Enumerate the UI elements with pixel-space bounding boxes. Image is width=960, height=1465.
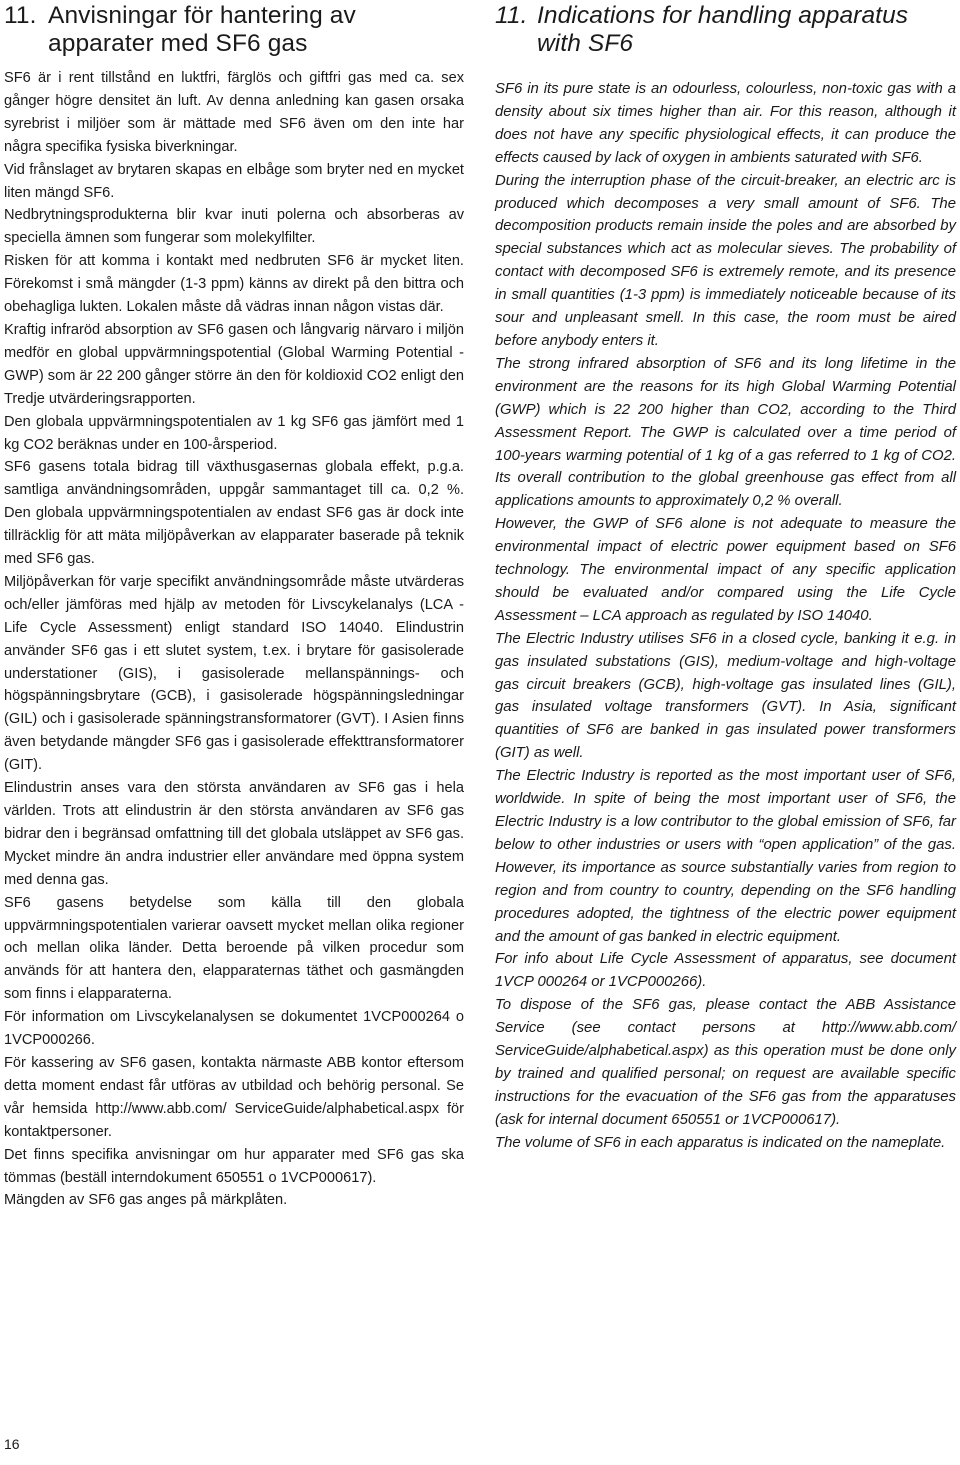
paragraph: SF6 gasens betydelse som källa till den globala uppvärmningspotentialen varierar oavsett mycket mellan olika regioner och mellan olika länder. Detta beroende på vilken procedur som används för att hantera den, elapparaternas täthet och gasmängden som finns i elapparaterna. [4,894,464,1003]
paragraph: For info about Life Cycle Assessment of apparatus, see document 1VCP 000264 or 1VCP000266). [495,951,956,991]
paragraph: SF6 gasens totala bidrag till växthusgasernas globala effekt, p.g.a. samtliga användningsområden, uppgår sammantaget till ca. 0,2 %. Den globala uppvärmningspotentialen av endast SF6 gas är dock inte tillräcklig för att mäta miljöpåverkan av elapparater baserade på teknik med SF6 gas. [4,459,464,568]
paragraph: SF6 in its pure state is an odourless, colourless, non-toxic gas with a density about six times higher than air. For this reason, although it does not have any specific physiological effects, it can produce the effects caused by lack of oxygen in ambients saturated with SF6. [495,81,956,166]
english-body-text [495,64,956,1155]
swedish-body-text [4,64,464,1212]
paragraph: Vid frånslaget av brytaren skapas en elbåge som bryter ned en mycket liten mängd SF6. [4,161,464,201]
paragraph: Den globala uppvärmningspotentialen av 1 kg SF6 gas jämfört med 1 kg CO2 beräknas under en 100-årsperiod. [4,413,464,453]
paragraph: SF6 är i rent tillstånd en luktfri, färglös och giftfri gas med ca. sex gånger högre densitet än luft. Av denna anledning kan gasen orsaka syrebrist i miljöer som är mättade med SF6 även om den inte har några specifika fysiska biverkningar. [4,70,464,155]
paragraph: During the interruption phase of the circuit-breaker, an electric arc is produced which decomposes a very small amount of SF6. The decomposition products remain inside the poles and are absorbed by special substances which act as molecular sieves. The probability of contact with decomposed SF6 is extremely remote, and its presence in small quantities (1-3 ppm) is immediately noticeable because of its sour and unpleasant smell. In this case, the room must be aired before anybody enters it. [495,172,956,349]
paragraph: Det finns specifika anvisningar om hur apparater med SF6 gas ska tömmas (beställ interndokument 650551 o 1VCP000617). [4,1146,464,1186]
paragraph: Nedbrytningsprodukterna blir kvar inuti polerna och absorberas av speciella ämnen som fungerar som molekylfilter. [4,207,464,247]
section-heading-english [495,2,956,64]
english-column [495,0,956,1155]
paragraph: The Electric Industry utilises SF6 in a closed cycle, banking it e.g. in gas insulated substations (GIS), medium-voltage and high-voltage gas circuit breakers (GCB), high-voltage gas insulated lines (GIL), gas insulated voltage transformers (GVT). In Asia, significant quantities of SF6 are banked in gas insulated power transformers (GIT) as well. [495,630,956,762]
paragraph: För information om Livscykelanalysen se dokumentet 1VCP000264 o 1VCP000266. [4,1009,464,1049]
section-title: Anvisningar för hantering av apparater med SF6 gas [48,2,356,57]
paragraph: Risken för att komma i kontakt med nedbruten SF6 är mycket liten. Förekomst i små mängder (1-3 ppm) känns av direkt på den bittra och obehagliga lukten. Lokalen måste då vädras innan någon vistas där. [4,253,464,316]
paragraph: The strong infrared absorption of SF6 and its long lifetime in the environment are the reasons for its high Global Warming Potential (GWP) which is 22 200 higher than CO2, according to the Third Assessment Report. The GWP is calculated over a time period of 100-years warming potential of 1 kg of a gas referred to 1 kg of CO2. Its overall contribution to the global greenhouse gas effect from all applications amounts to approximately 0,2 % overall. [495,355,956,510]
paragraph: The Electric Industry is reported as the most important user of SF6, worldwide. In spite of being the most important user of SF6, the Electric Industry is a low contributor to the global emission of SF6, far below to other industries or users with “open application” of the gas. However, its importance as source substantially varies from region to region and from country to country, depending on the SF6 handling procedures adopted, the tightness of the electric power equipment and the amount of gas banked in electric equipment. [495,768,956,945]
page-number: 16 [4,1436,20,1452]
section-title: Indications for handling apparatus with SF6 [537,2,909,57]
paragraph: To dispose of the SF6 gas, please contact the ABB Assistance Service (see contact persons at http://www.abb.com/ ServiceGuide/alphabetical.aspx) as this operation must be done only by trained and qualified personal; on request are available specific instructions for the evacuation of the SF6 gas from the apparatuses (ask for internal document 650551 or 1VCP000617). [495,997,956,1128]
section-heading-swedish [4,2,464,64]
paragraph: However, the GWP of SF6 alone is not adequate to measure the environmental impact of electric power equipment based on SF6 technology. The environmental impact of any specific application should be evaluated and/or compared using the Life Cycle Assessment – LCA approach as regulated by ISO 14040. [495,516,956,624]
paragraph: Kraftig infraröd absorption av SF6 gasen och långvarig närvaro i miljön medför en global uppvärmningspotential (Global Warming Potential - GWP) som är 22 200 gånger större än den för koldioxid CO2 enligt den Tredje utvärderingsrapporten. [4,321,464,407]
paragraph: För kassering av SF6 gasen, kontakta närmaste ABB kontor eftersom detta moment endast får utföras av utbildad och behörig personal. Se vår hemsida http://www.abb.com/ ServiceGuide/alphabetical.aspx för kontaktpersoner. [4,1054,464,1140]
section-number: 11. [4,2,37,29]
paragraph: Miljöpåverkan för varje specifikt användningsområde måste utvärderas och/eller jämföras med hjälp av metoden för Livscykelanalys (LCA - Life Cycle Assessment) enligt standard ISO 14040. Elindustrin använder SF6 gas i ett slutet system, t.ex. i brytare för gasisolerade understationer (GIS), i gasisolerade mellanspännings- och högspänningsbrytare (GCB), i gasisolerade högspänningsledningar (GIL) och i gasisolerade spänningstransformatorer (GVT). I Asien finns även betydande mängder SF6 gas i gasisolerade effekttransformatorer (GIT). [4,573,464,774]
paragraph: Elindustrin anses vara den största användaren av SF6 gas i hela världen. Trots att elindustrin är den största användaren av SF6 gas bidrar den i begränsad omfattning till det globala utsläppet av SF6 gas. Mycket mindre än andra industrier eller användare med öppna system med denna gas. [4,780,464,888]
paragraph: Mängden av SF6 gas anges på märkplåten. [4,1192,288,1209]
paragraph: The volume of SF6 in each apparatus is indicated on the nameplate. [495,1134,946,1151]
section-number: 11. [495,2,528,29]
swedish-column [4,0,464,1212]
